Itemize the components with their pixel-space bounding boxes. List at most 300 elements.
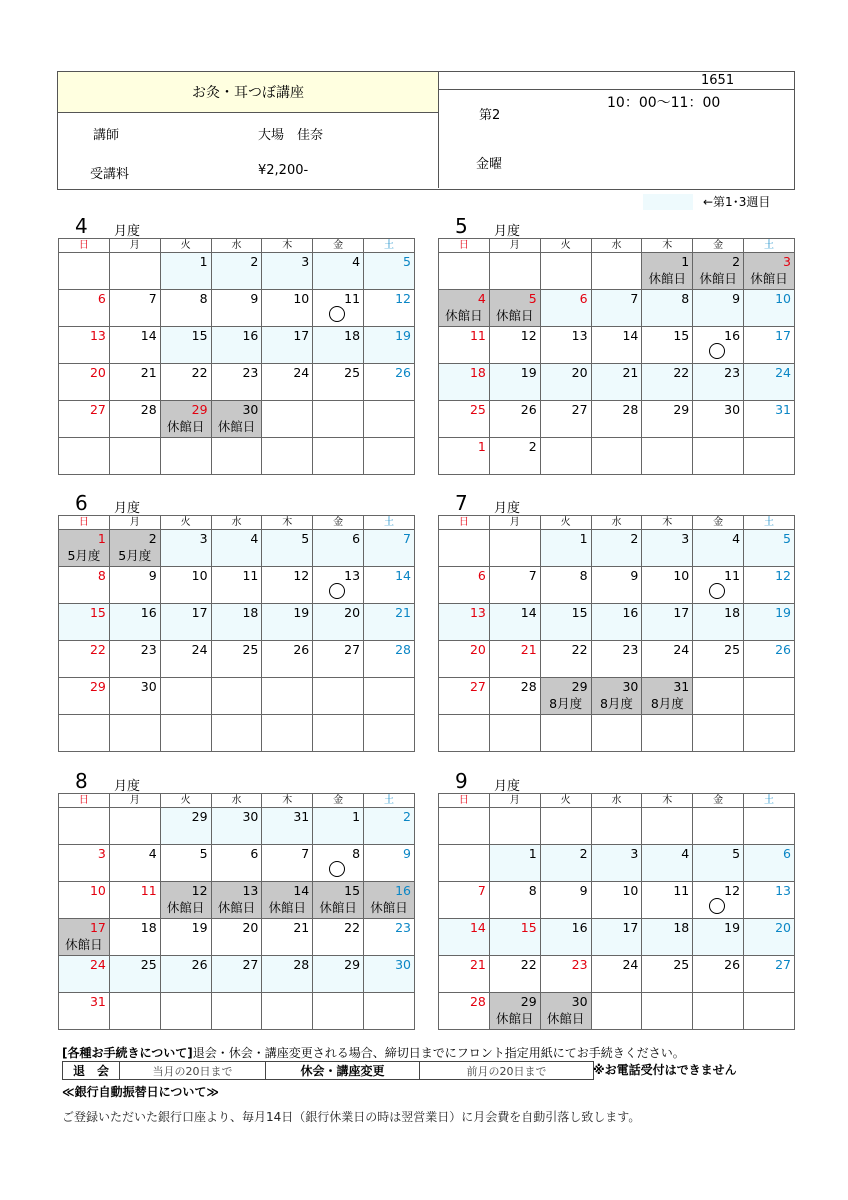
- day-number: 28: [395, 642, 411, 657]
- day-number: 12: [724, 883, 741, 898]
- day-cell: [744, 364, 795, 401]
- day-cell: [211, 290, 262, 327]
- day-number: 15: [571, 605, 588, 620]
- day-number: 1: [199, 254, 208, 269]
- day-number: 6: [579, 291, 588, 306]
- day-cell: [693, 956, 744, 993]
- day-number: 14: [293, 883, 310, 898]
- day-cell: [591, 530, 642, 567]
- day-cell: [439, 327, 490, 364]
- procedures-note: [62, 1044, 685, 1061]
- day-cell: [364, 438, 415, 475]
- day-cell: [642, 956, 693, 993]
- course-code: 1651: [701, 73, 735, 88]
- day-number: 29: [673, 402, 690, 417]
- day-cell: [642, 993, 693, 1030]
- day-cell: [591, 253, 642, 290]
- day-cell: [59, 438, 110, 475]
- day-cell: [313, 808, 364, 845]
- day-number: 29: [191, 809, 208, 824]
- day-cell: [591, 993, 642, 1030]
- weekday-header-row: [439, 794, 795, 808]
- month-suffix: 月度: [114, 224, 141, 239]
- day-number: 14: [622, 328, 639, 343]
- day-number: 16: [242, 328, 259, 343]
- day-cell: [364, 364, 415, 401]
- day-cell: [211, 604, 262, 641]
- instructor-name: 大場 佳奈: [258, 128, 324, 143]
- day-cell: [693, 567, 744, 604]
- day-cell: [211, 364, 262, 401]
- day-cell: [540, 290, 591, 327]
- weekday-header: 月: [489, 794, 540, 808]
- day-cell: [439, 253, 490, 290]
- day-cell: [211, 530, 262, 567]
- day-cell: [160, 364, 211, 401]
- calendar-grid: [58, 238, 415, 475]
- day-number: 25: [242, 642, 259, 657]
- day-number: 25: [469, 402, 486, 417]
- month-number: 8: [75, 769, 88, 793]
- day-number: 7: [148, 291, 157, 306]
- day-cell: [313, 715, 364, 752]
- day-number: 8: [352, 846, 361, 861]
- day-cell: [439, 993, 490, 1030]
- day-cell: [364, 715, 415, 752]
- day-cell: [160, 845, 211, 882]
- day-cell: [744, 567, 795, 604]
- day-number: 22: [673, 365, 690, 380]
- day-number: 10: [191, 568, 208, 583]
- day-number: 15: [191, 328, 208, 343]
- day-number: 14: [395, 568, 411, 583]
- day-cell: [439, 364, 490, 401]
- day-number: 5: [403, 254, 411, 269]
- weekday-header: 土: [364, 794, 415, 808]
- day-cell: [489, 253, 540, 290]
- day-cell: [693, 253, 744, 290]
- calendar-title: [58, 771, 258, 793]
- day-number: 13: [344, 568, 361, 583]
- day-cell: [693, 678, 744, 715]
- day-cell: [364, 253, 415, 290]
- day-cell: [540, 253, 591, 290]
- day-number: 13: [242, 883, 259, 898]
- day-cell: [489, 401, 540, 438]
- day-cell: [591, 567, 642, 604]
- weekday-header: 火: [540, 516, 591, 530]
- day-cell: [744, 530, 795, 567]
- weekday-header: 金: [313, 516, 364, 530]
- day-cell: [489, 919, 540, 956]
- day-cell: [262, 919, 313, 956]
- day-number: 11: [140, 883, 157, 898]
- day-cell: [160, 808, 211, 845]
- weekday-header-row: [59, 239, 415, 253]
- week-row: [439, 327, 795, 364]
- weekday-header-row: [59, 794, 415, 808]
- day-cell: [489, 438, 540, 475]
- weekday-header: 水: [591, 239, 642, 253]
- day-number: 30: [622, 679, 639, 694]
- day-number: 2: [403, 809, 411, 824]
- day-cell: [744, 882, 795, 919]
- day-cell: [262, 604, 313, 641]
- instructor-label: 講師: [93, 128, 120, 143]
- week-row: [439, 290, 795, 327]
- day-cell: [211, 401, 262, 438]
- day-number: 13: [89, 328, 106, 343]
- day-number: 23: [724, 365, 741, 380]
- day-number: 21: [140, 365, 157, 380]
- day-cell: [540, 715, 591, 752]
- day-cell: [693, 808, 744, 845]
- day-cell: [262, 290, 313, 327]
- day-number: 15: [344, 883, 361, 898]
- day-cell: [540, 364, 591, 401]
- header-divider: [439, 89, 795, 90]
- day-number: 8: [579, 568, 588, 583]
- week-row: [59, 327, 415, 364]
- day-cell: [313, 845, 364, 882]
- day-cell: [211, 882, 262, 919]
- weekday-header: 月: [109, 794, 160, 808]
- day-cell: [540, 845, 591, 882]
- day-cell: [489, 364, 540, 401]
- month-suffix: 月度: [114, 501, 141, 516]
- day-number: 4: [352, 254, 361, 269]
- day-cell: [642, 438, 693, 475]
- day-cell: [364, 604, 415, 641]
- day-cell: [489, 567, 540, 604]
- day-cell: [59, 993, 110, 1030]
- day-cell: [160, 253, 211, 290]
- day-number: 2: [732, 254, 741, 269]
- day-number: 26: [520, 402, 537, 417]
- day-number: 3: [199, 531, 208, 546]
- day-note: 8月度: [599, 696, 633, 711]
- day-number: 28: [469, 994, 486, 1009]
- day-number: 22: [191, 365, 208, 380]
- calendar-grid: [438, 515, 795, 752]
- day-cell: [59, 715, 110, 752]
- day-number: 30: [242, 809, 259, 824]
- day-cell: [262, 401, 313, 438]
- day-number: 11: [242, 568, 259, 583]
- day-cell: [109, 808, 160, 845]
- day-cell: [313, 401, 364, 438]
- day-number: 16: [724, 328, 741, 343]
- day-cell: [59, 882, 110, 919]
- month-number: 7: [455, 491, 468, 515]
- day-cell: [364, 808, 415, 845]
- day-cell: [744, 401, 795, 438]
- day-number: 5: [732, 846, 741, 861]
- day-number: 23: [242, 365, 259, 380]
- day-cell: [364, 290, 415, 327]
- day-cell: [160, 956, 211, 993]
- calendar-september: [438, 769, 795, 1030]
- day-number: 15: [520, 920, 537, 935]
- week-row: [439, 567, 795, 604]
- day-note: 休館日: [496, 308, 534, 323]
- course-fee: ¥2,200-: [258, 163, 309, 178]
- day-number: 13: [571, 328, 588, 343]
- week-number: 第2: [479, 108, 501, 123]
- day-number: 1: [97, 531, 106, 546]
- day-cell: [489, 882, 540, 919]
- day-cell: [744, 956, 795, 993]
- day-number: 6: [783, 846, 791, 861]
- day-note: 休館日: [370, 900, 408, 915]
- day-number: 1: [477, 439, 486, 454]
- day-number: 19: [293, 605, 310, 620]
- calendar-april: [58, 214, 415, 475]
- weekday-header: 土: [744, 239, 795, 253]
- day-number: 3: [301, 254, 310, 269]
- day-number: 19: [191, 920, 208, 935]
- day-cell: [109, 919, 160, 956]
- day-number: 30: [395, 957, 411, 972]
- day-cell: [262, 715, 313, 752]
- weekday-header-row: [439, 239, 795, 253]
- day-cell: [59, 290, 110, 327]
- day-number: 18: [140, 920, 157, 935]
- day-cell: [642, 530, 693, 567]
- day-cell: [160, 327, 211, 364]
- calendar-june: [58, 491, 415, 752]
- withdraw-deadline: 当月の20日まで: [120, 1062, 266, 1080]
- day-cell: [109, 253, 160, 290]
- week-row: [59, 882, 415, 919]
- calendar-title: [438, 493, 638, 515]
- day-number: 30: [571, 994, 588, 1009]
- day-number: 27: [775, 957, 791, 972]
- day-number: 12: [520, 328, 537, 343]
- day-cell: [211, 327, 262, 364]
- day-number: 16: [395, 883, 411, 898]
- day-cell: [744, 715, 795, 752]
- day-cell: [591, 364, 642, 401]
- weekday-header: 木: [642, 794, 693, 808]
- weekday-header: 金: [313, 794, 364, 808]
- day-cell: [439, 845, 490, 882]
- weekday-header: 月: [109, 516, 160, 530]
- day-number: 6: [352, 531, 361, 546]
- day-cell: [591, 715, 642, 752]
- day-cell: [744, 253, 795, 290]
- day-cell: [109, 641, 160, 678]
- day-cell: [591, 956, 642, 993]
- day-cell: [109, 715, 160, 752]
- day-cell: [693, 530, 744, 567]
- day-cell: [109, 604, 160, 641]
- bank-note: ご登録いただいた銀行口座より、毎月14日（銀行休業日の時は翌営業日）に月会費を自動引落し致します。: [62, 1110, 641, 1124]
- day-cell: [540, 808, 591, 845]
- day-cell: [313, 253, 364, 290]
- day-cell: [642, 290, 693, 327]
- day-number: 19: [724, 920, 741, 935]
- day-cell: [591, 401, 642, 438]
- day-cell: [439, 530, 490, 567]
- day-cell: [211, 956, 262, 993]
- day-cell: [211, 808, 262, 845]
- day-number: 12: [775, 568, 791, 583]
- day-cell: [591, 678, 642, 715]
- weekday-header: 火: [160, 239, 211, 253]
- weekday-header: 水: [211, 516, 262, 530]
- course-header: [57, 71, 795, 190]
- day-number: 26: [395, 365, 411, 380]
- day-number: 28: [520, 679, 537, 694]
- day-cell: [262, 993, 313, 1030]
- day-number: 10: [89, 883, 106, 898]
- day-number: 1: [681, 254, 690, 269]
- day-note: 休館日: [217, 419, 256, 434]
- day-number: 20: [469, 642, 486, 657]
- day-number: 24: [622, 957, 639, 972]
- week-row: [439, 956, 795, 993]
- day-number: 30: [242, 402, 259, 417]
- day-cell: [262, 808, 313, 845]
- day-number: 22: [571, 642, 588, 657]
- day-number: 28: [293, 957, 310, 972]
- day-cell: [439, 604, 490, 641]
- day-number: 1: [579, 531, 588, 546]
- day-number: 17: [622, 920, 639, 935]
- weekday-header: 月: [489, 516, 540, 530]
- week-row: [59, 715, 415, 752]
- day-number: 4: [477, 291, 486, 306]
- day-cell: [489, 530, 540, 567]
- day-cell: [489, 604, 540, 641]
- day-cell: [489, 327, 540, 364]
- day-cell: [489, 641, 540, 678]
- day-number: 18: [673, 920, 690, 935]
- day-number: 22: [344, 920, 361, 935]
- weekday-header: 土: [364, 239, 415, 253]
- day-number: 12: [293, 568, 310, 583]
- week-row: [59, 290, 415, 327]
- day-cell: [744, 845, 795, 882]
- day-number: 24: [191, 642, 208, 657]
- day-cell: [439, 290, 490, 327]
- day-number: 11: [724, 568, 741, 583]
- day-cell: [439, 919, 490, 956]
- day-number: 10: [775, 291, 791, 306]
- day-cell: [364, 530, 415, 567]
- day-cell: [313, 567, 364, 604]
- weekday-header: 金: [313, 239, 364, 253]
- day-cell: [262, 956, 313, 993]
- week-row: [439, 715, 795, 752]
- day-number: 29: [344, 957, 361, 972]
- day-cell: [313, 438, 364, 475]
- day-number: 29: [571, 679, 588, 694]
- day-cell: [642, 401, 693, 438]
- day-cell: [744, 641, 795, 678]
- day-cell: [262, 364, 313, 401]
- week-row: [439, 401, 795, 438]
- week-row: [439, 530, 795, 567]
- day-cell: [109, 290, 160, 327]
- calendar-title: [438, 216, 638, 238]
- day-note: 休館日: [750, 271, 788, 286]
- day-cell: [211, 641, 262, 678]
- day-cell: [642, 641, 693, 678]
- day-cell: [313, 641, 364, 678]
- day-cell: [211, 845, 262, 882]
- day-number: 10: [673, 568, 690, 583]
- day-cell: [211, 993, 262, 1030]
- day-cell: [364, 845, 415, 882]
- day-cell: [591, 604, 642, 641]
- day-cell: [540, 956, 591, 993]
- day-number: 17: [775, 328, 791, 343]
- day-cell: [540, 438, 591, 475]
- weekday-header: 水: [211, 239, 262, 253]
- day-number: 1: [528, 846, 537, 861]
- day-number: 26: [724, 957, 741, 972]
- day-number: 26: [191, 957, 208, 972]
- day-number: 28: [140, 402, 157, 417]
- day-cell: [211, 715, 262, 752]
- day-cell: [489, 715, 540, 752]
- day-cell: [540, 530, 591, 567]
- day-number: 17: [293, 328, 310, 343]
- day-cell: [313, 919, 364, 956]
- day-number: 11: [673, 883, 690, 898]
- day-cell: [364, 993, 415, 1030]
- day-number: 19: [395, 328, 411, 343]
- day-cell: [313, 993, 364, 1030]
- day-number: 27: [242, 957, 259, 972]
- day-number: 21: [520, 642, 537, 657]
- day-number: 24: [89, 957, 106, 972]
- day-cell: [693, 327, 744, 364]
- day-cell: [642, 845, 693, 882]
- procedures-head: [各種お手続きについて]: [62, 1046, 193, 1060]
- withdraw-label: 退 会: [63, 1062, 120, 1080]
- day-cell: [439, 401, 490, 438]
- day-number: 10: [293, 291, 310, 306]
- day-number: 31: [293, 809, 310, 824]
- day-number: 28: [622, 402, 639, 417]
- day-note: 休館日: [546, 1011, 585, 1026]
- phone-note: ※お電話受付はできません: [593, 1063, 737, 1077]
- day-cell: [262, 327, 313, 364]
- day-number: 12: [191, 883, 208, 898]
- day-number: 13: [469, 605, 486, 620]
- day-cell: [540, 993, 591, 1030]
- day-number: 3: [97, 846, 106, 861]
- class-day-circle-icon: [709, 898, 725, 914]
- day-number: 4: [250, 531, 259, 546]
- weekday-header: 日: [59, 239, 110, 253]
- week-row: [439, 882, 795, 919]
- day-cell: [211, 919, 262, 956]
- day-cell: [540, 567, 591, 604]
- day-note: 休館日: [319, 900, 357, 915]
- day-note: 休館日: [65, 937, 103, 952]
- day-note: 休館日: [166, 900, 205, 915]
- week-row: [439, 604, 795, 641]
- day-cell: [364, 882, 415, 919]
- week-row: [59, 253, 415, 290]
- bank-heading: ≪銀行自動振替日について≫: [62, 1085, 219, 1099]
- day-number: 24: [293, 365, 310, 380]
- day-number: 27: [89, 402, 106, 417]
